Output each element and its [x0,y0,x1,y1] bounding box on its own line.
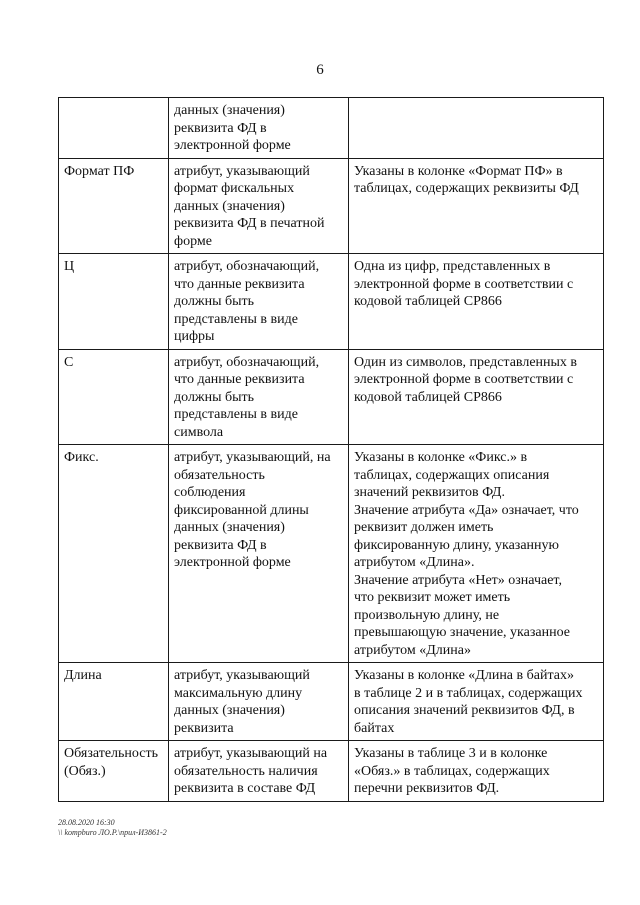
note-text: Указаны в колонке «Фикс.» в таблицах, содержащих описания значений реквизитов ФД. Значение атрибута «Да» означает, что реквизит должен иметь фиксированную длину, указанную атрибутом «Длина». Значение атрибута «Нет» означает, что реквизит может иметь произвольную длину, не превышающую значение, указанное атрибутом «Длина» [354,450,579,658]
table-row [59,158,604,254]
term-cell [59,741,169,802]
table-row [59,445,604,663]
note-cell [349,158,604,254]
note-text: Указаны в таблице 3 и в колонке «Обяз.» в таблицах, содержащих перечни реквизитов ФД. [354,746,550,796]
term-cell [59,663,169,741]
definition-text: атрибут, указывающий максимальную длину данных (значения) реквизита [174,668,310,736]
attributes-table [58,97,604,802]
definition-cell [169,663,349,741]
term-cell [59,158,169,254]
note-cell [349,445,604,663]
definition-text: атрибут, обозначающий, что данные реквизита должны быть представлены в виде символа [174,354,320,440]
definition-text: атрибут, обозначающий, что данные реквизита должны быть представлены в виде цифры [174,259,320,344]
document-footer [58,818,167,838]
term-cell [59,254,169,350]
page-number: 6 [316,62,324,78]
definition-text: атрибут, указывающий на обязательность наличия реквизита в составе ФД [174,746,328,796]
table-row [59,98,604,159]
definition-text: данных (значения) реквизита ФД в электронной форме [174,103,291,153]
definition-cell [169,254,349,350]
definition-cell [169,158,349,254]
term-text: С [64,354,74,370]
table-row [59,663,604,741]
term-text: Фикс. [64,450,99,465]
note-text: Одна из цифр, представленных в электронной форме в соответствии с кодовой таблицей СР866 [354,259,574,309]
note-text: Один из символов, представленных в электронной форме в соответствии с кодовой таблицей СР866 [354,354,578,405]
note-cell [349,663,604,741]
term-text: Ц [64,259,75,274]
term-text: Формат ПФ [64,163,135,179]
note-cell [349,349,604,445]
definition-cell [169,349,349,445]
term-text: Длина [64,668,102,683]
note-cell [349,254,604,350]
table-row [59,349,604,445]
footer-timestamp: 28.08.2020 16:30 [58,818,115,827]
term-cell [59,349,169,445]
term-cell [59,98,169,159]
footer-file-path: \\ kompburo ЛО.Р.\прил-И3861-2 [58,828,167,837]
note-text: Указаны в колонке «Формат ПФ» в таблицах, содержащих реквизиты ФД [354,163,579,196]
definition-cell [169,445,349,663]
table-row [59,254,604,350]
note-cell [349,98,604,159]
term-cell [59,445,169,663]
table-row [59,741,604,802]
definition-cell [169,741,349,802]
note-cell [349,741,604,802]
definition-text: атрибут, указывающий, на обязательность соблюдения фиксированной длины данных (значения) реквизита ФД в электронной форме [174,450,331,570]
definition-cell [169,98,349,159]
term-text: Обязательность (Обяз.) [64,746,158,779]
definition-text: атрибут, указывающий формат фискальных данных (значения) реквизита ФД в печатной форме [174,163,325,249]
note-text: Указаны в колонке «Длина в байтах» в таблице 2 и в таблицах, содержащих описания значений реквизитов ФД, в байтах [354,668,583,736]
